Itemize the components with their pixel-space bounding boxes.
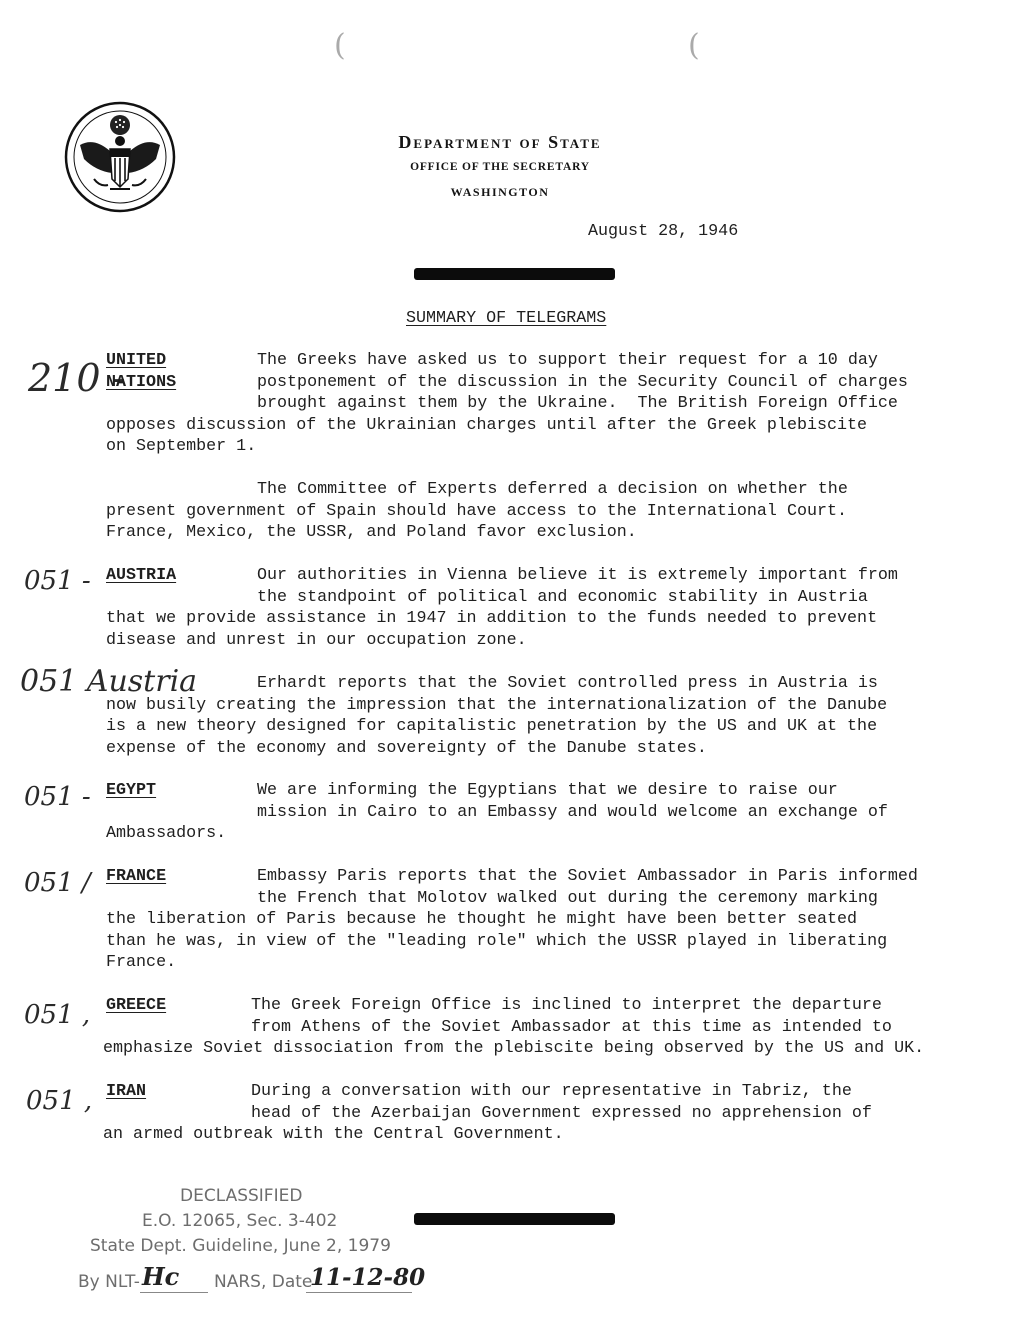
- france-line3: the liberation of Paris because he thought he might have been better seated: [106, 910, 858, 929]
- greece-line2: from Athens of the Soviet Ambassador at this time as intended to: [251, 1018, 892, 1037]
- austria-p2-line1: Erhardt reports that the Soviet controlled press in Austria is: [257, 674, 878, 693]
- date-underline: [306, 1292, 412, 1293]
- iran-line2: head of the Azerbaijan Government expressed no apprehension of: [251, 1104, 872, 1123]
- declassified-by-prefix: By NLT-: [78, 1272, 140, 1292]
- iran-line3: an armed outbreak with the Central Government.: [103, 1125, 564, 1144]
- austria-p2-line3: is a new theory designed for capitalistic penetration by the US and UK at the: [106, 717, 878, 736]
- austria-p1-line2: the standpoint of political and economic stability in Austria: [257, 588, 868, 607]
- un-p1-line1: The Greeks have asked us to support their request for a 10 day: [257, 351, 878, 370]
- section-label-iran: IRAN: [106, 1082, 147, 1101]
- declassified-stamp: DECLASSIFIED: [180, 1186, 303, 1206]
- section-label-austria: AUSTRIA: [106, 566, 177, 585]
- france-line1: Embassy Paris reports that the Soviet Ambassador in Paris informed: [257, 867, 918, 886]
- margin-note-iran: 051 ,: [26, 1086, 93, 1116]
- section-label-france: FRANCE: [106, 867, 167, 886]
- department-seal-icon: [64, 101, 176, 213]
- austria-p1-line4: disease and unrest in our occupation zone.: [106, 631, 527, 650]
- declassified-guideline-line: State Dept. Guideline, June 2, 1979: [90, 1236, 391, 1256]
- declassified-initials: Hc: [142, 1262, 180, 1291]
- memo-date: August 28, 1946: [588, 222, 739, 241]
- margin-note-egypt: 051 -: [24, 782, 91, 812]
- punch-mark-left: (: [334, 28, 346, 63]
- un-p1-line2: postponement of the discussion in the Security Council of charges: [257, 373, 908, 392]
- austria-p2-line4: expense of the economy and sovereignty of the Danube states.: [106, 739, 707, 758]
- section-label-united: UNITED: [106, 351, 167, 370]
- austria-p2-line2: now busily creating the impression that the internationalization of the Danube: [106, 696, 888, 715]
- punch-mark-right: (: [688, 28, 700, 63]
- declassified-date: 11-12-80: [310, 1264, 426, 1291]
- initials-underline: [140, 1292, 208, 1293]
- egypt-line3: Ambassadors.: [106, 824, 227, 843]
- france-line4: than he was, in view of the "leading role" which the USSR played in liberating: [106, 932, 888, 951]
- france-line5: France.: [106, 953, 177, 972]
- un-p2-line3: France, Mexico, the USSR, and Poland favor exclusion.: [106, 523, 637, 542]
- department-title: Department of State: [398, 132, 602, 152]
- austria-p1-line3: that we provide assistance in 1947 in addition to the funds needed to prevent: [106, 609, 878, 628]
- un-p2-line1: The Committee of Experts deferred a decision on whether the: [257, 480, 848, 499]
- un-p1-line4: opposes discussion of the Ukrainian charges until after the Greek plebiscite: [106, 416, 868, 435]
- greece-line3: emphasize Soviet dissociation from the plebiscite being observed by the US and UK.: [103, 1039, 925, 1058]
- margin-note-austria: 051 -: [24, 566, 91, 596]
- un-p1-line3: brought against them by the Ukraine. The British Foreign Office: [257, 394, 898, 413]
- france-line2: the French that Molotov walked out during the ceremony marking: [257, 889, 878, 908]
- greece-line1: The Greek Foreign Office is inclined to interpret the departure: [251, 996, 882, 1015]
- austria-p1-line1: Our authorities in Vienna believe it is extremely important from: [257, 566, 898, 585]
- margin-note-france: 051 /: [24, 868, 91, 898]
- egypt-line2: mission in Cairo to an Embassy and would welcome an exchange of: [257, 803, 888, 822]
- un-p2-line2: present government of Spain should have access to the International Court.: [106, 502, 848, 521]
- classification-redaction-top: [414, 268, 615, 280]
- memo-title: SUMMARY OF TELEGRAMS: [406, 309, 607, 328]
- classification-redaction-bottom: [414, 1213, 615, 1225]
- declassified-nars-label: NARS, Date: [214, 1272, 313, 1292]
- un-p1-line5: on September 1.: [106, 437, 257, 456]
- margin-note-greece: 051 ,: [24, 1000, 91, 1030]
- section-label-nations: NATIONS: [106, 373, 177, 392]
- office-subtitle: OFFICE OF THE SECRETARY: [410, 161, 590, 173]
- margin-note-austria-2: 051 Austria: [20, 664, 198, 699]
- city-subtitle: WASHINGTON: [450, 185, 550, 199]
- egypt-line1: We are informing the Egyptians that we desire to raise our: [257, 781, 838, 800]
- declassified-eo-line: E.O. 12065, Sec. 3-402: [142, 1211, 338, 1231]
- margin-note-un: 210 -: [28, 356, 126, 400]
- iran-line1: During a conversation with our representative in Tabriz, the: [251, 1082, 852, 1101]
- section-label-greece: GREECE: [106, 996, 167, 1015]
- section-label-egypt: EGYPT: [106, 781, 157, 800]
